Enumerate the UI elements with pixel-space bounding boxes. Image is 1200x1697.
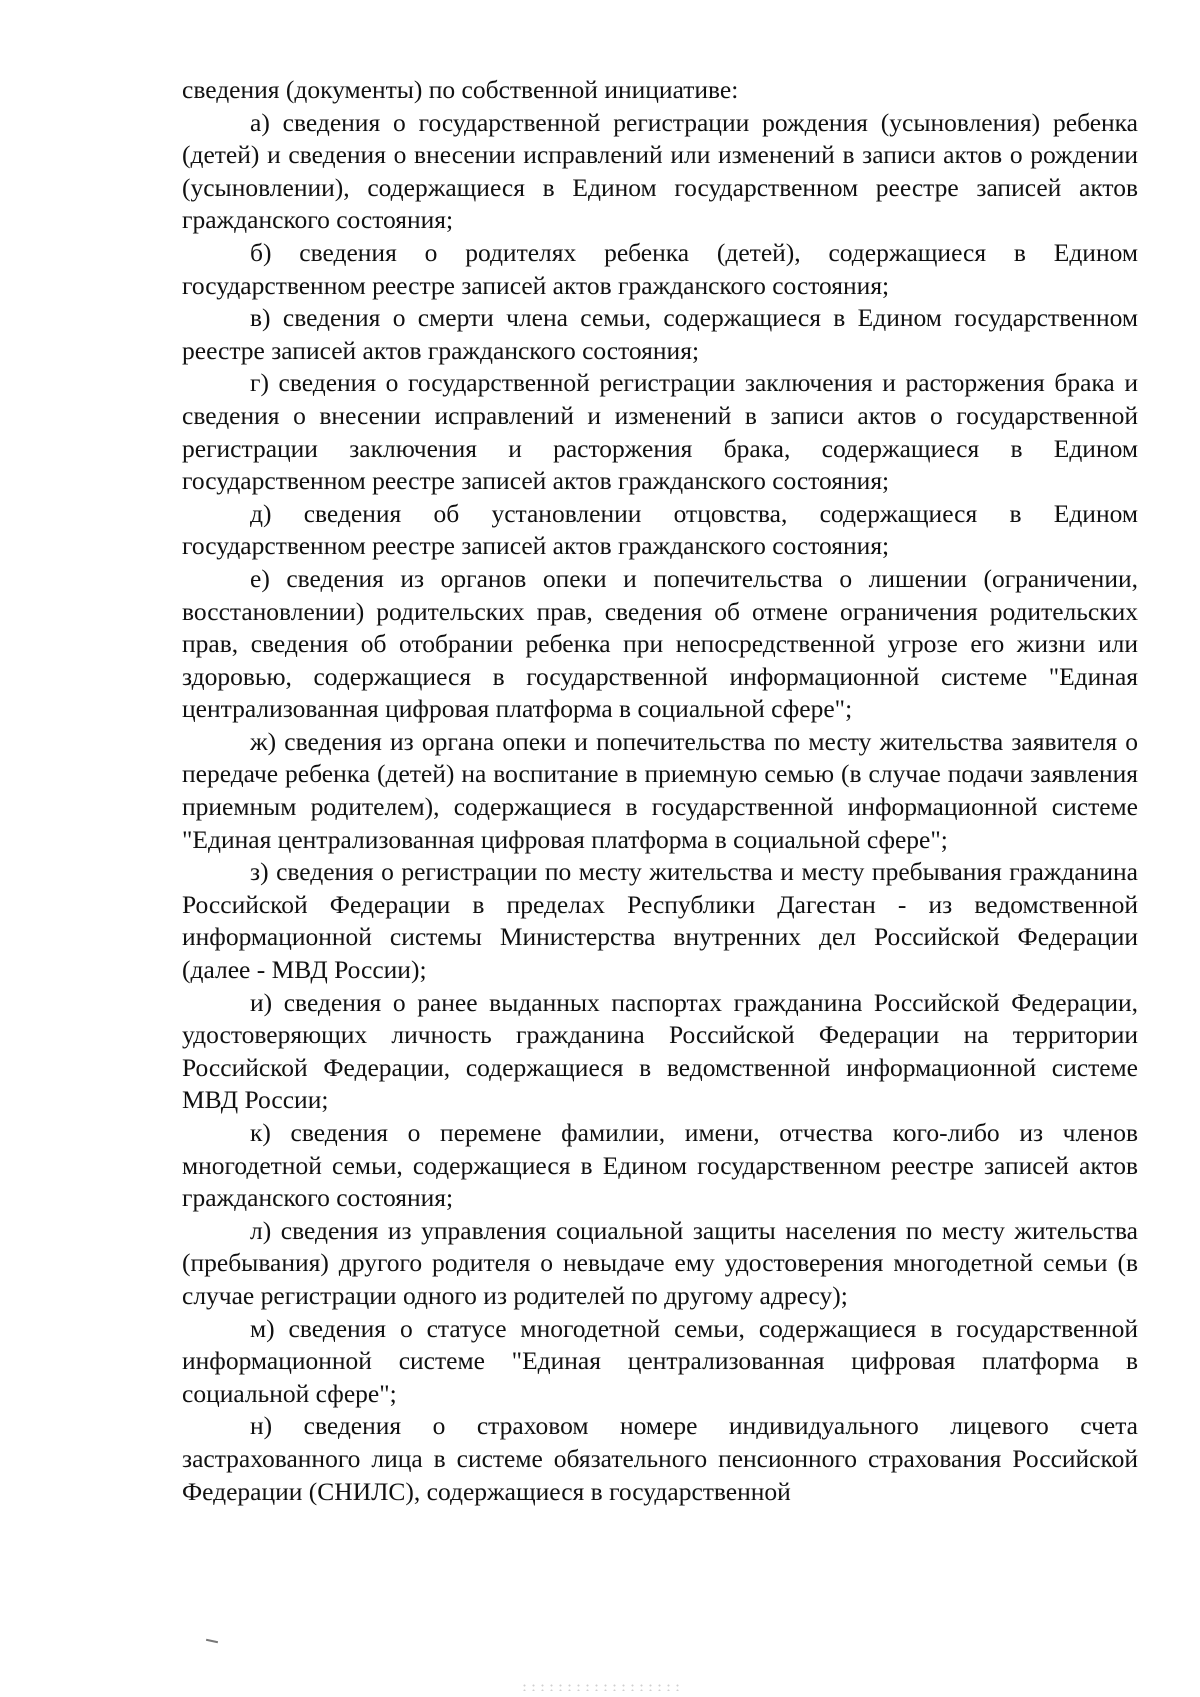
list-item-z: з) сведения о регистрации по месту жительства и месту пребывания гражданина Российской Федерации в пределах Республики Дагестан - из ведомственной информационной системы Министерства внутренних дел Российской Федерации (далее - МВД России); bbox=[182, 857, 1138, 985]
list-item-k: к) сведения о перемене фамилии, имени, отчества кого-либо из членов многодетной семьи, содержащиеся в Едином государственном реестре записей актов гражданского состояния; bbox=[182, 1118, 1138, 1213]
list-item-v: в) сведения о смерти члена семьи, содержащиеся в Едином государственном реестре записей актов гражданского состояния; bbox=[182, 303, 1138, 365]
scan-artifact-dots bbox=[520, 1683, 680, 1691]
scan-artifact-mark bbox=[206, 1639, 218, 1643]
list-item-b: б) сведения о родителях ребенка (детей), содержащиеся в Едином государственном реестре записей актов гражданского состояния; bbox=[182, 237, 1138, 300]
list-item-g: г) сведения о государственной регистрации заключения и расторжения брака и сведения о внесении исправлений и изменений в записи актов о государственной регистрации заключения и расторжения брака, содержащиеся в Едином государственном реестре записей актов гражданского состояния; bbox=[182, 368, 1138, 496]
list-item-i: и) сведения о ранее выданных паспортах гражданина Российской Федерации, удостоверяющих личность гражданина Российской Федерации на территории Российской Федерации, содержащиеся в ведомственной информационной системе МВД России; bbox=[182, 987, 1138, 1115]
list-item-n: н) сведения о страховом номере индивидуального лицевого счета застрахованного лица в системе обязательного пенсионного страхования Российской Федерации (СНИЛС), содержащиеся в государственной bbox=[182, 1411, 1138, 1506]
list-item-d: д) сведения об установлении отцовства, содержащиеся в Едином государственном реестре записей актов гражданского состояния; bbox=[182, 498, 1138, 561]
list-item-a: а) сведения о государственной регистрации рождения (усыновления) ребенка (детей) и сведения о внесении исправлений или изменений в записи актов о рождении (усыновлении), содержащиеся в Едином государственном реестре записей актов гражданского состояния; bbox=[182, 107, 1138, 235]
list-item-l: л) сведения из управления социальной защиты населения по месту жительства (пребывания) другого родителя о невыдаче ему удостоверения многодетной семьи (в случае регистрации одного из родителей по другому адресу); bbox=[182, 1215, 1138, 1310]
list-item-zh: ж) сведения из органа опеки и попечительства по месту жительства заявителя о передаче ребенка (детей) на воспитание в приемную семью (в случае подачи заявления приемным родителем), содержащиеся в государственной информационной системе "Единая централизованная цифровая платформа в социальной сфере"; bbox=[182, 726, 1138, 854]
list-item-e: е) сведения из органов опеки и попечительства о лишении (ограничении, восстановлении) родительских прав, сведения об отмене ограничения родительских прав, сведения об отобрании ребенка при непосредственной угрозе его жизни или здоровью, содержащиеся в государственной информационной системе "Единая централизованная цифровая платформа в социальной сфере"; bbox=[182, 563, 1138, 724]
list-item-m: м) сведения о статусе многодетной семьи, содержащиеся в государственной информационной системе "Единая централизованная цифровая платформа в социальной сфере"; bbox=[182, 1313, 1138, 1408]
document-body bbox=[182, 74, 1138, 1508]
intro-paragraph: сведения (документы) по собственной инициативе: bbox=[182, 75, 739, 104]
